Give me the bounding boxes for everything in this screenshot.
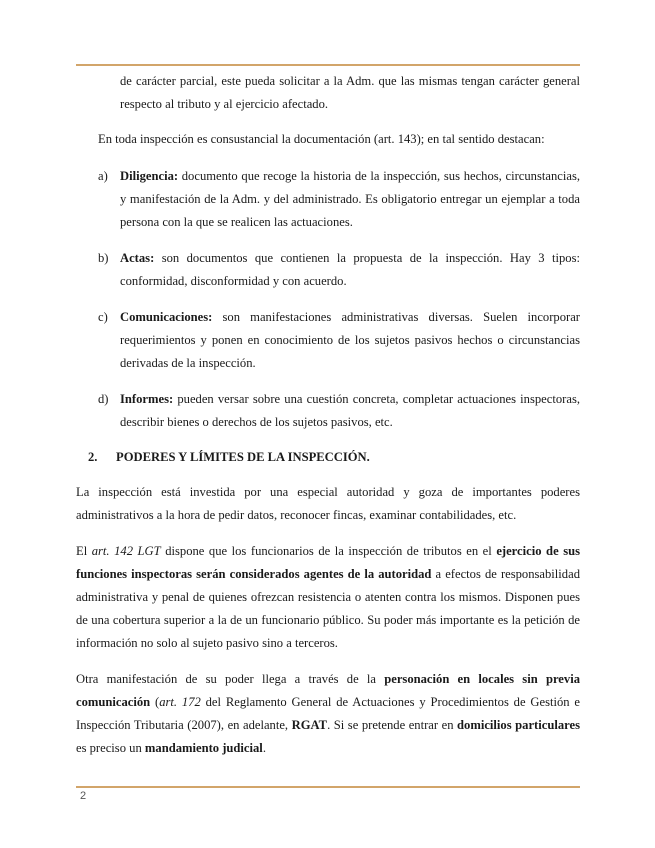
list-marker: c) xyxy=(98,310,108,324)
page-number: 2 xyxy=(80,790,87,802)
continuation-text: de carácter parcial, este pueda solicitar a la Adm. que las mismas tengan carácter general respecto al tributo y al ejercicio afectado. xyxy=(120,74,580,111)
text-run: ( xyxy=(150,695,160,709)
text-run: Otra manifestación de su poder llega a través de la xyxy=(76,672,385,686)
legal-reference: art. 172 xyxy=(159,695,201,709)
list-term: Actas: xyxy=(120,251,155,265)
text-run: . Si se pretende entrar en xyxy=(327,718,458,732)
emphasis: RGAT xyxy=(291,718,328,732)
section-heading xyxy=(76,446,580,469)
list-text: pueden versar sobre una cuestión concreta, completar actuaciones inspectoras, describir bienes o derechos de los sujetos pasivos, etc. xyxy=(120,392,580,429)
emphasis: mandamiento judicial xyxy=(144,741,263,755)
paragraph-art-142 xyxy=(76,540,580,655)
footer-rule xyxy=(76,786,580,788)
list-item-informes xyxy=(76,388,580,434)
list-term: Comunicaciones: xyxy=(120,310,213,324)
emphasis: domicilios particulares xyxy=(457,718,580,732)
list-item-actas xyxy=(76,247,580,293)
documentation-intro: En toda inspección es consustancial la documentación (art. 143); en tal sentido destacan: xyxy=(98,132,545,146)
text-run: El xyxy=(76,544,92,558)
list-text: documento que recoge la historia de la inspección, sus hechos, circunstancias, y manifestación de la Adm. y del administrado. Es obligatorio entregar un ejemplar a toda persona con la que se realicen las actuaciones. xyxy=(120,169,580,229)
text-run: . xyxy=(262,741,266,755)
list-item-diligencia xyxy=(76,165,580,234)
text-run: a efectos de responsabilidad administrativa y penal de quienes ofrezcan resistencia o atenten contra los mismos. Disponen pues de una cobertura superior a la de un funcionario público. Su poder más importante es la petición de información no solo al sujeto pasivo sino a terceros. xyxy=(76,567,580,650)
list-term: Informes: xyxy=(120,392,174,406)
section-number: 2. xyxy=(88,450,98,464)
emphasis: personación en locales sin previa comunicación xyxy=(76,672,580,709)
list-item-comunicaciones xyxy=(76,306,580,375)
text-run: es preciso un xyxy=(76,741,145,755)
paragraph-authority: La inspección está investida por una especial autoridad y goza de importantes poderes administrativos a la hora de pedir datos, reconocer fincas, examinar contabilidades, etc. xyxy=(76,485,580,522)
paragraph-personacion xyxy=(76,668,580,760)
page-body xyxy=(76,70,580,760)
list-marker: a) xyxy=(98,169,108,183)
list-marker: d) xyxy=(98,392,109,406)
emphasis: ejercicio de sus funciones inspectoras serán considerados agentes de la autoridad xyxy=(76,544,580,581)
legal-reference: art. 142 LGT xyxy=(91,544,161,558)
text-run: del Reglamento General de Actuaciones y Procedimientos de Gestión e Inspección Tributaria (2007), en adelante, xyxy=(76,695,581,732)
header-rule xyxy=(76,64,580,66)
list-marker: b) xyxy=(98,251,109,265)
list-text: son documentos que contienen la propuesta de la inspección. Hay 3 tipos: conformidad, disconformidad y con acuerdo. xyxy=(120,251,580,288)
section-title: PODERES Y LÍMITES DE LA INSPECCIÓN. xyxy=(116,450,370,464)
text-run: dispone que los funcionarios de la inspección de tributos en el xyxy=(160,544,497,558)
list-text: son manifestaciones administrativas diversas. Suelen incorporar requerimientos y ponen en conocimiento de los sujetos pasivos hechos o circunstancias derivadas de la inspección. xyxy=(120,310,580,370)
list-term: Diligencia: xyxy=(120,169,179,183)
